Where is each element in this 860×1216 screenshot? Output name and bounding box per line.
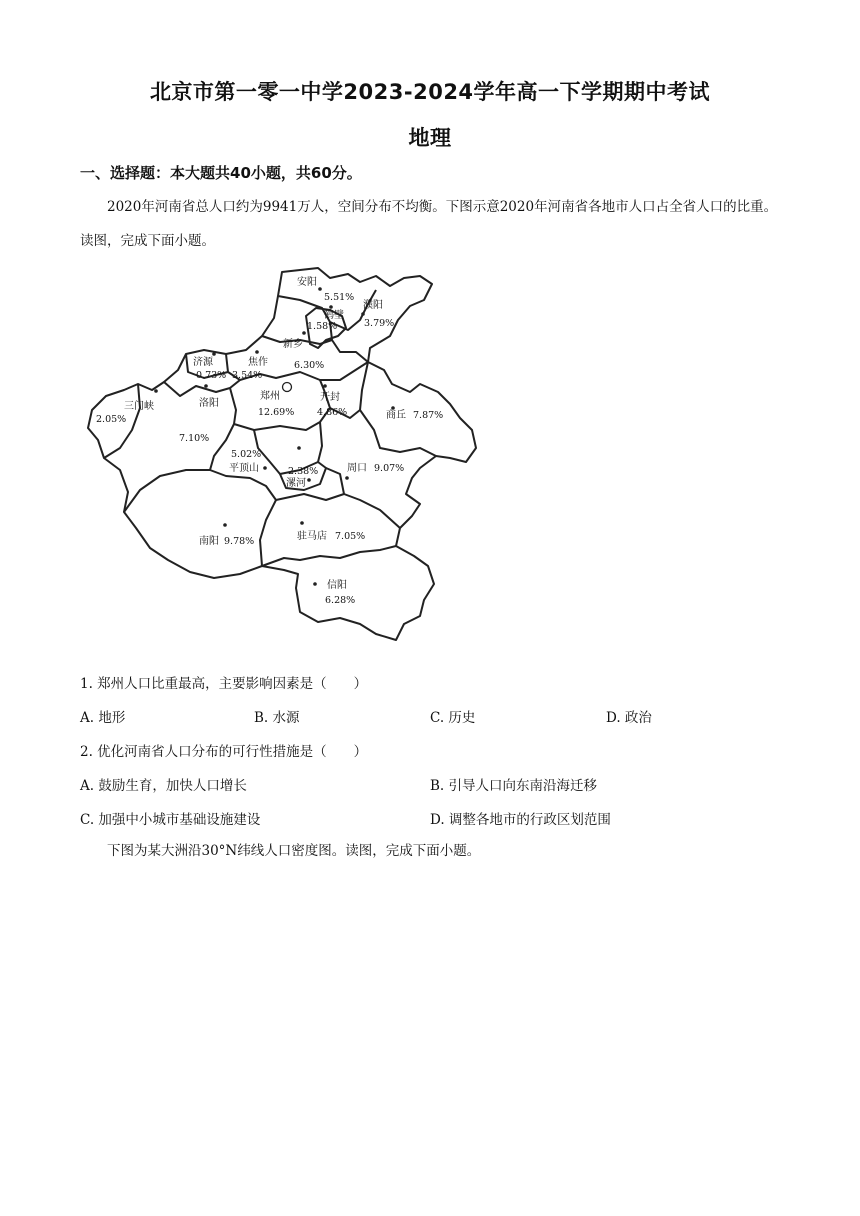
value-zhoukou: 9.07% — [374, 463, 405, 474]
value-anyang: 5.51% — [324, 292, 355, 303]
city-dot-jiyuan — [212, 352, 216, 356]
q1-option-c[interactable]: C. 历史 — [430, 710, 476, 726]
city-dot-kaifeng — [323, 384, 327, 388]
q2-option-c[interactable]: C. 加强中小城市基础设施建设 — [80, 812, 261, 828]
label-zhoukou: 周口 — [347, 463, 367, 474]
city-dot-hebi — [329, 305, 333, 309]
value-hebi: 1.58% — [307, 321, 338, 332]
question-2-stem: 2. 优化河南省人口分布的可行性措施是（ ） — [80, 744, 368, 760]
city-dot-sanmenxia — [154, 389, 158, 393]
value-luohe: 2.38% — [288, 466, 319, 477]
q1-option-b[interactable]: B. 水源 — [254, 710, 300, 726]
value-luoyang: 7.10% — [179, 433, 210, 444]
value-kaifeng: 4.86% — [317, 407, 348, 418]
value-xinxiang: 6.30% — [294, 360, 325, 371]
label-jiaozuo: 焦作 — [248, 357, 268, 368]
label-shangqiu: 商丘 — [386, 410, 406, 421]
value-zhengzhou: 12.69% — [258, 407, 295, 418]
label-luohe: 漯河 — [286, 478, 306, 489]
subject-title: 地理 — [408, 126, 452, 150]
city-dot-zhumadian — [300, 521, 304, 525]
city-dot-jiaozuo — [255, 350, 259, 354]
label-xinyang: 信阳 — [327, 580, 347, 591]
label-xinxiang: 新乡 — [283, 339, 303, 350]
city-dot-luoyang — [204, 384, 208, 388]
capital-marker-zhengzhou — [283, 383, 292, 392]
q2-option-b[interactable]: B. 引导人口向东南沿海迁移 — [430, 778, 598, 794]
city-dot-xuchang — [297, 446, 301, 450]
question-1-stem: 1. 郑州人口比重最高，主要影响因素是（ ） — [80, 676, 368, 692]
value-puyang: 3.79% — [364, 318, 395, 329]
exam-title: 北京市第一零一中学2023-2024学年高一下学期期中考试 — [149, 80, 711, 104]
value-pingdingshan: 5.02% — [231, 449, 262, 460]
q2-option-d[interactable]: D. 调整各地市的行政区划范围 — [430, 812, 611, 828]
value-shangqiu: 7.87% — [413, 410, 444, 421]
city-dot-anyang — [318, 287, 322, 291]
city-dot-puyang — [361, 312, 365, 316]
label-jiyuan: 济源 — [193, 357, 213, 368]
value-sanmenxia: 2.05% — [96, 414, 127, 425]
value-xinyang: 6.28% — [325, 595, 356, 606]
intro-paragraph-1: 2020年河南省总人口约为9941万人，空间分布不均衡。下图示意2020年河南省各地市人口占全省人口的比重。读图，完成下面小题。 — [80, 199, 778, 249]
map-boundaries — [88, 268, 476, 640]
value-zhumadian: 7.05% — [335, 531, 366, 542]
label-sanmenxia: 三门峡 — [124, 401, 154, 412]
city-dot-zhoukou — [345, 476, 349, 480]
q1-option-a[interactable]: A. 地形 — [80, 710, 126, 726]
city-dot-xinxiang — [302, 331, 306, 335]
label-luoyang: 洛阳 — [199, 398, 219, 409]
q2-option-a[interactable]: A. 鼓励生育，加快人口增长 — [80, 778, 247, 794]
label-hebi: 鹤壁 — [324, 310, 344, 321]
city-dot-pingdingshan — [263, 466, 267, 470]
section-heading: 一、选择题：本大题共40小题，共60分。 — [80, 164, 362, 182]
city-dot-nanyang — [223, 523, 227, 527]
value-jiyuan: 0.73% — [196, 370, 227, 381]
label-zhumadian: 驻马店 — [297, 531, 327, 542]
intro-paragraph-2: 下图为某大洲沿30°N纬线人口密度图。读图，完成下面小题。 — [107, 843, 481, 859]
label-nanyang: 南阳 — [199, 536, 219, 547]
label-puyang: 濮阳 — [363, 300, 383, 311]
q1-option-d[interactable]: D. 政治 — [606, 710, 652, 726]
city-dot-luohe — [307, 478, 311, 482]
label-pingdingshan: 平顶山 — [229, 463, 259, 474]
henan-population-map — [80, 265, 480, 647]
label-anyang: 安阳 — [297, 277, 317, 288]
city-dot-xinyang — [313, 582, 317, 586]
value-jiaozuo: 3.54% — [232, 370, 263, 381]
label-kaifeng: 开封 — [320, 392, 340, 403]
value-nanyang: 9.78% — [224, 536, 255, 547]
label-zhengzhou: 郑州 — [260, 391, 280, 402]
